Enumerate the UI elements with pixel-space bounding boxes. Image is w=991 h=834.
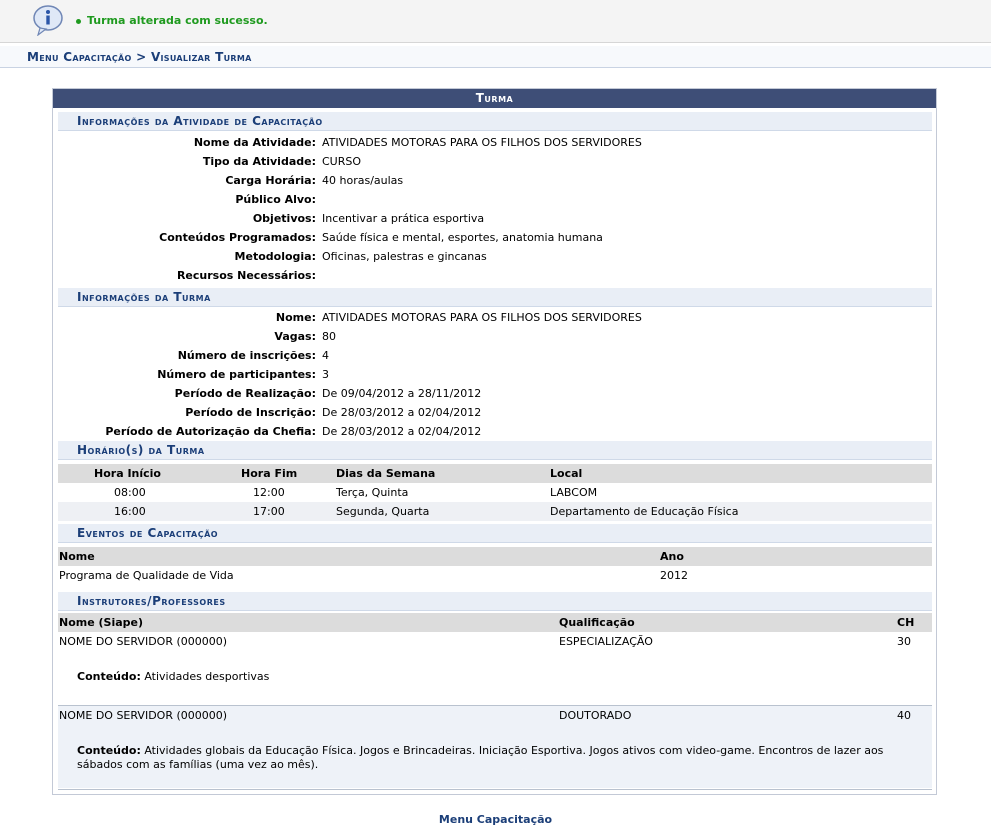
atividade-field-row xyxy=(53,266,936,285)
hora-inicio: 16:00 xyxy=(114,505,146,518)
evento-nome: Programa de Qualidade de Vida xyxy=(59,569,234,582)
field-value: ATIVIDADES MOTORAS PARA OS FILHOS DOS SERVIDORES xyxy=(322,311,642,324)
field-label: Tipo da Atividade: xyxy=(202,155,316,168)
col-qualificacao: Qualificação xyxy=(559,616,635,629)
atividade-field-row xyxy=(53,152,936,171)
instrutor-conteudo xyxy=(77,670,907,684)
field-label: Nome: xyxy=(275,311,316,324)
menu-capacitacao-link[interactable]: Menu Capacitação xyxy=(438,813,553,826)
hora-inicio: 08:00 xyxy=(114,486,146,499)
turma-field-row xyxy=(53,308,936,327)
atividade-field-row xyxy=(53,190,936,209)
col-hora-inicio: Hora Início xyxy=(94,467,161,480)
turma-field-row xyxy=(53,422,936,441)
instrutor-qualificacao: DOUTORADO xyxy=(559,709,632,722)
divider xyxy=(58,789,932,790)
col-nome: Nome xyxy=(59,550,95,563)
field-value: De 28/03/2012 a 02/04/2012 xyxy=(322,425,482,438)
field-value: CURSO xyxy=(322,155,362,168)
instrutor-qualificacao: ESPECIALIZAÇÃO xyxy=(559,635,653,648)
conteudo-text: Atividades globais da Educação Física. Jogos e Brincadeiras. Iniciação Esportiva. Jogos ativos com video-game. Encontros de lazer aos sábados com as famílias (uma vez ao mês). xyxy=(77,744,884,771)
section-title-turma: Informações da Turma xyxy=(58,288,932,307)
breadcrumb-text: Menu Capacitação > Visualizar Turma xyxy=(27,50,252,64)
field-label: Número de inscrições: xyxy=(177,349,316,362)
field-value: 80 xyxy=(322,330,336,343)
section-title-horarios: Horário(s) da Turma xyxy=(58,441,932,460)
table-row xyxy=(58,483,932,502)
turma-panel xyxy=(52,88,937,795)
field-label: Conteúdos Programados: xyxy=(159,231,316,244)
info-icon xyxy=(32,4,66,36)
field-value: 3 xyxy=(322,368,329,381)
local: LABCOM xyxy=(550,486,598,499)
field-label: Nome da Atividade: xyxy=(193,136,316,149)
turma-field-row xyxy=(53,327,936,346)
horarios-header xyxy=(58,464,932,483)
panel-title: Turma xyxy=(53,89,936,108)
section-title-eventos: Eventos de Capacitação xyxy=(58,524,932,543)
instrutor-conteudo xyxy=(77,744,907,772)
turma-field-row xyxy=(53,365,936,384)
field-value: De 09/04/2012 a 28/11/2012 xyxy=(322,387,482,400)
field-value: ATIVIDADES MOTORAS PARA OS FILHOS DOS SERVIDORES xyxy=(322,136,642,149)
dias-semana: Segunda, Quarta xyxy=(336,505,430,518)
col-dias-semana: Dias da Semana xyxy=(336,467,436,480)
atividade-field-row xyxy=(53,171,936,190)
field-label: Número de participantes: xyxy=(157,368,316,381)
success-message-text: Turma alterada com sucesso. xyxy=(87,14,268,27)
field-value: Oficinas, palestras e gincanas xyxy=(322,250,487,263)
success-message xyxy=(76,14,268,27)
atividade-field-row xyxy=(53,133,936,152)
field-label: Metodologia: xyxy=(234,250,316,263)
field-value: Incentivar a prática esportiva xyxy=(322,212,485,225)
instrutor-row xyxy=(58,706,932,788)
hora-fim: 17:00 xyxy=(253,505,285,518)
table-row xyxy=(58,502,932,521)
field-label: Recursos Necessários: xyxy=(176,269,316,282)
turma-field-row xyxy=(53,384,936,403)
dias-semana: Terça, Quinta xyxy=(336,486,409,499)
bullet-icon xyxy=(76,19,81,24)
field-value: 4 xyxy=(322,349,329,362)
instrutor-row xyxy=(58,632,932,704)
field-label: Período de Inscrição: xyxy=(185,406,316,419)
instrutor-nome: NOME DO SERVIDOR (000000) xyxy=(59,709,228,722)
col-hora-fim: Hora Fim xyxy=(241,467,298,480)
conteudo-label: Conteúdo: xyxy=(77,744,141,757)
section-title-instrutores: Instrutores/Professores xyxy=(58,592,932,611)
local: Departamento de Educação Física xyxy=(550,505,739,518)
section-title-atividade: Informações da Atividade de Capacitação xyxy=(58,112,932,131)
field-label: Público Alvo: xyxy=(235,193,316,206)
field-label: Vagas: xyxy=(274,330,316,343)
conteudo-label: Conteúdo: xyxy=(77,670,141,683)
col-local: Local xyxy=(550,467,583,480)
atividade-field-row xyxy=(53,209,936,228)
col-ch: CH xyxy=(897,616,915,629)
turma-field-row xyxy=(53,346,936,365)
evento-ano: 2012 xyxy=(660,569,688,582)
breadcrumb xyxy=(0,46,991,68)
instrutor-ch: 30 xyxy=(897,635,911,648)
conteudo-text: Atividades desportivas xyxy=(144,670,270,683)
field-value: De 28/03/2012 a 02/04/2012 xyxy=(322,406,482,419)
col-ano: Ano xyxy=(660,550,684,563)
instrutor-ch: 40 xyxy=(897,709,911,722)
instrutor-nome: NOME DO SERVIDOR (000000) xyxy=(59,635,228,648)
atividade-field-row xyxy=(53,247,936,266)
atividade-field-row xyxy=(53,228,936,247)
field-label: Carga Horária: xyxy=(225,174,316,187)
instrutores-header xyxy=(58,613,932,632)
turma-field-row xyxy=(53,403,936,422)
col-nome-siape: Nome (Siape) xyxy=(59,616,144,629)
field-label: Objetivos: xyxy=(252,212,316,225)
hora-fim: 12:00 xyxy=(253,486,285,499)
field-label: Período de Realização: xyxy=(174,387,316,400)
table-row xyxy=(58,566,932,585)
field-label: Período de Autorização da Chefia: xyxy=(105,425,316,438)
field-value: Saúde física e mental, esportes, anatomia humana xyxy=(322,231,603,244)
field-value: 40 horas/aulas xyxy=(322,174,404,187)
message-bar xyxy=(0,0,991,43)
eventos-header xyxy=(58,547,932,566)
